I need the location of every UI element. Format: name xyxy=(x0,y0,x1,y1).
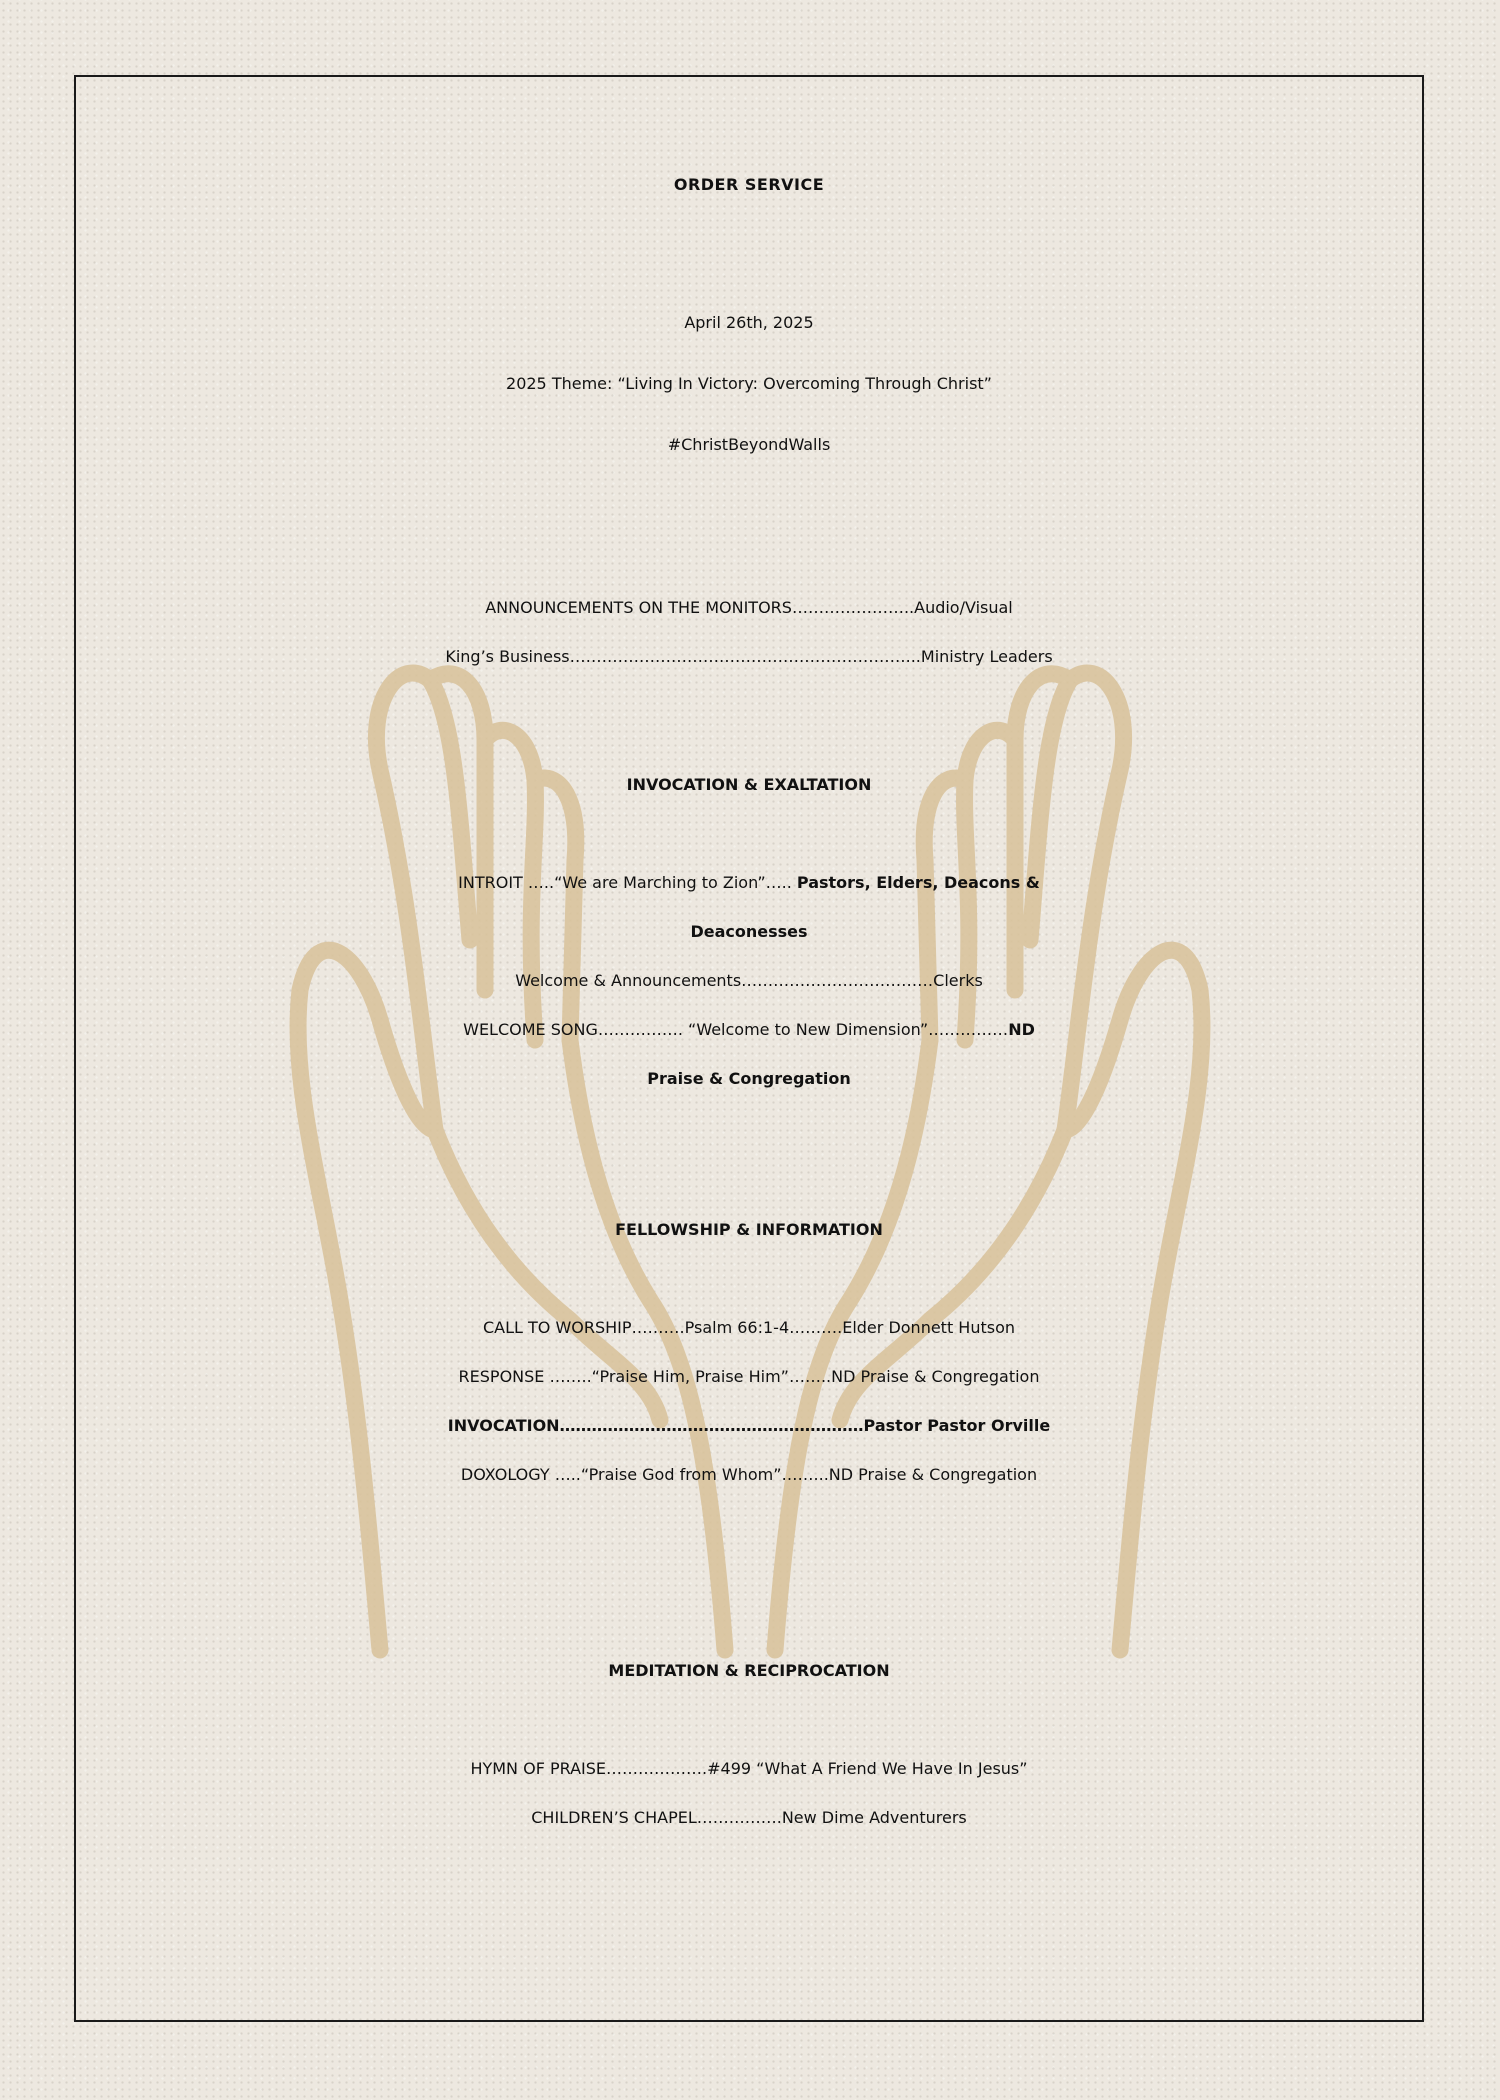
childrens-chapel-item: CHILDREN’S CHAPEL…………….New Dime Adventurers xyxy=(531,1808,967,1827)
service-date: April 26th, 2025 xyxy=(684,313,814,332)
welcome-song-cont: Praise & Congregation xyxy=(647,1069,851,1088)
doxology-item: DOXOLOGY …..“Praise God from Whom”……...ND Praise & Congregation xyxy=(460,1465,1038,1484)
section-heading-fellowship: FELLOWSHIP & INFORMATION xyxy=(615,1220,883,1239)
order-of-service xyxy=(74,75,1424,2022)
introit-item xyxy=(74,873,1424,892)
welcome-song-item xyxy=(74,1020,1424,1039)
welcome-song-text: WELCOME SONG……………. “Welcome to New Dimension”…………… xyxy=(463,1020,1009,1039)
hymn-item: HYMN OF PRAISE……………….#499 “What A Friend We Have In Jesus” xyxy=(470,1759,1028,1778)
section-heading-invocation: INVOCATION & EXALTATION xyxy=(626,775,872,794)
welcome-item: Welcome & Announcements………………………………Clerks xyxy=(515,971,983,990)
invocation-item: INVOCATION…………………………………………………Pastor Pastor Orville xyxy=(447,1416,1051,1435)
introit-leaders-cont: Deaconesses xyxy=(690,922,808,941)
service-theme: 2025 Theme: “Living In Victory: Overcoming Through Christ” xyxy=(506,374,992,393)
response-item: RESPONSE ……..“Praise Him, Praise Him”……..ND Praise & Congregation xyxy=(458,1367,1040,1386)
announcements-item: ANNOUNCEMENTS ON THE MONITORS…………………..Audio/Visual xyxy=(485,598,1013,617)
introit-leaders: Pastors, Elders, Deacons & xyxy=(796,873,1040,892)
service-hashtag: #ChristBeyondWalls xyxy=(667,435,831,454)
kings-business-item: King’s Business………………………………………………………...Ministry Leaders xyxy=(445,647,1053,666)
section-heading-meditation: MEDITATION & RECIPROCATION xyxy=(608,1661,890,1680)
welcome-song-item-cont xyxy=(74,1069,1424,1088)
welcome-song-bold: ND xyxy=(1008,1020,1035,1039)
call-to-worship-item: CALL TO WORSHIP……….Psalm 66:1-4……….Elder Donnett Hutson xyxy=(482,1318,1016,1337)
introit-text: INTROIT …..“We are Marching to Zion”….. xyxy=(458,873,797,892)
introit-item-cont xyxy=(74,922,1424,941)
page-title: ORDER SERVICE xyxy=(673,175,825,194)
